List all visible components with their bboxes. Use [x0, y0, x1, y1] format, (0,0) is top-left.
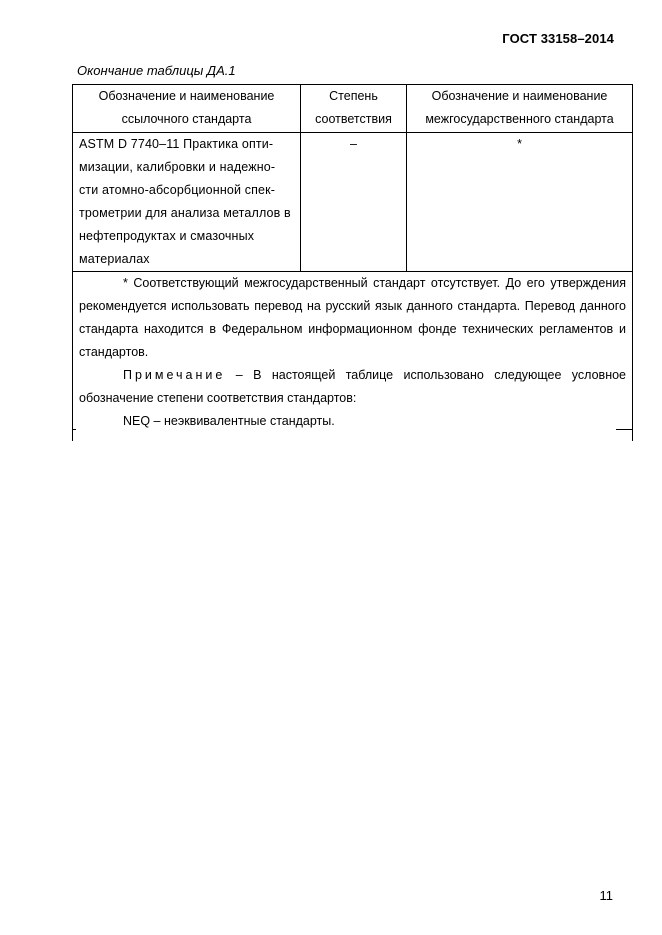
document-code: ГОСТ 33158–2014: [502, 31, 614, 46]
table-bottom-corner-right: [616, 429, 633, 430]
cell-conformity: –: [301, 133, 407, 272]
cell-reference-standard: ASTM D 7740–11 Практика опти-мизации, калибровки и надежно-сти атомно-абсорбционной спек-трометрии для анализа металлов в нефтепродуктах и смазочных материалах: [73, 133, 301, 272]
header-interstate-standard: Обозначение и наименование межгосударственного стандарта: [407, 85, 633, 133]
header-conformity-degree: Степень соответствия: [301, 85, 407, 133]
table-bottom-corner-left: [72, 429, 76, 430]
cell-interstate-standard: *: [407, 133, 633, 272]
table-footnote-row: [73, 272, 633, 442]
header-reference-standard: Обозначение и наименование ссылочного стандарта: [73, 85, 301, 133]
footnote-text: * Соответствующий межгосударственный стандарт отсутствует. До его утверждения рекомендуется использовать перевод на русский язык данного стандарта. Перевод данного стандарта находится в Федеральном информационном фонде технических регламентов и стандартов.: [79, 276, 626, 359]
table-row: [73, 133, 633, 272]
note-text: – В настоящей таблице использовано следующее условное обозначение степени соответствия стандартов:: [79, 368, 626, 405]
legend-neq: NEQ – неэквивалентные стандарты.: [123, 414, 335, 428]
note-paragraph: [79, 364, 626, 410]
page-number: 11: [599, 888, 613, 903]
reference-standards-table: [72, 84, 633, 441]
table-caption: Окончание таблицы ДА.1: [77, 63, 236, 78]
table-header-row: [73, 85, 633, 133]
note-label: Примечание: [123, 368, 226, 382]
footnote-cell: [73, 272, 633, 442]
